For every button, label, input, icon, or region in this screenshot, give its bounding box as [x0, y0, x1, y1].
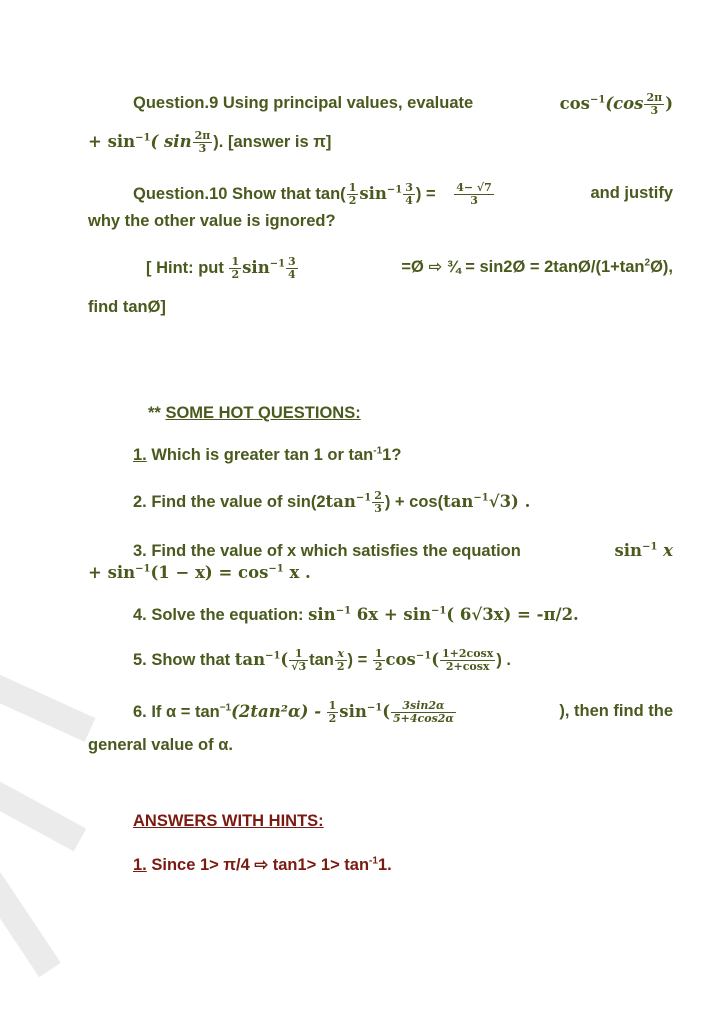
- hot-q5: 5. Show that $\tan^{-1}$( $\frac{1}{√3}$ tan $\frac{x}{2}$ ) = $\frac{1}{2}$ $\cos^{-1}$( $\frac{1+2\cos x}{2+\cos x}$ ) .: [133, 647, 511, 673]
- hot-q1: 1. Which is greater tan 1 or $\tan^{-1}1$?: [133, 445, 402, 464]
- watermark-graphic: [0, 640, 120, 1000]
- q10-line1: Question.10 Show that tan( $\frac{1}{2}$ $\sin^{-1}$ $\frac{3}{4}$ ) = $\frac{4- √7}{3}$ and justify: [133, 181, 673, 207]
- hot-q3-line2: + $\sin^{-1}(1 - x) = \cos^{-1} x$ .: [88, 563, 311, 582]
- q9-line2: + $\sin^{-1}$( sin $\frac{2\pi}{3}$ ). [answer is π]: [88, 129, 332, 155]
- hint-line2: find tanØ]: [88, 298, 166, 316]
- answer-1: 1. Since 1> π/4 ⇨ $\tan 1> 1> \tan^{-1}1$.: [133, 855, 392, 874]
- hot-q4: 4. Solve the equation: $\sin^{-1} 6x + \sin^{-1}$( 6√3x) = -π/2.: [133, 605, 579, 624]
- hint-line1: [ Hint: put $\frac{1}{2}$ $\sin^{-1}$ $\frac{3}{4}$ =Ø ⇨ ¾ = sin2Ø = $2\tan Ø/(1+\tan^2Ø)$,: [146, 255, 673, 281]
- hot-q2: 2. Find the value of $\sin(2\tan^{-1}$ $\frac{2}{3}$ ) + $\cos(\tan^{-1}√3)$ .: [133, 489, 531, 515]
- q9-expression: $\cos^{-1}(\cos$ $\frac{2\pi}{3}$ ): [559, 91, 673, 117]
- answers-heading: ANSWERS WITH HINTS:: [133, 812, 324, 830]
- hot-q6-line2: general value of α.: [88, 736, 233, 754]
- q9-line1: [133, 92, 673, 117]
- q10-line2: why the other value is ignored?: [88, 212, 336, 230]
- hot-q6-line1: 6. If $\alpha = \tan^{-1}(2\tan^2\alpha)$ - $\frac{1}{2}$ $\sin^{-1}$( $\frac{3\sin 2\alpha}{5+4\cos 2\alpha}$ ), then find the: [133, 699, 673, 725]
- q9-prefix: Question.9 Using principal values, evaluate: [133, 94, 474, 112]
- hot-heading: ** SOME HOT QUESTIONS:: [148, 404, 361, 422]
- hot-q3-line1: 3. Find the value of x which satisfies the equation $\sin^{-1} x$: [133, 541, 673, 560]
